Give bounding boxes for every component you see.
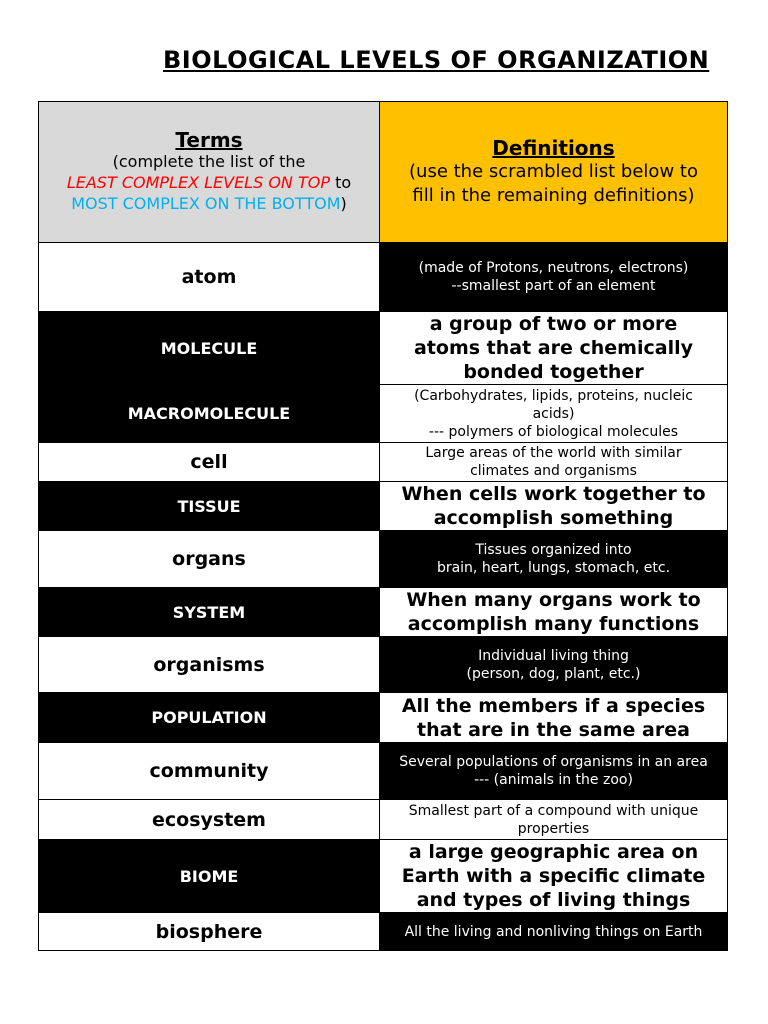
definition-line: brain, heart, lungs, stomach, etc. xyxy=(436,560,671,576)
definition-line: Smallest part of a compound with unique xyxy=(408,802,699,819)
table-row xyxy=(39,531,728,588)
table-row xyxy=(39,443,728,482)
definition-line: Tissues organized into xyxy=(475,542,632,558)
definition-cell xyxy=(380,743,728,800)
organization-table xyxy=(38,101,728,951)
definition-line: and types of living things xyxy=(416,889,691,911)
definition-cell xyxy=(380,243,728,312)
table-row xyxy=(39,743,728,800)
definition-line: properties xyxy=(517,820,590,837)
definition-line: a group of two or more xyxy=(429,313,678,335)
definition-line: climates and organisms xyxy=(470,463,637,479)
definition-line: When many organs work to xyxy=(406,589,701,611)
definition-line: Several populations of organisms in an area xyxy=(399,754,708,770)
definition-cell xyxy=(380,840,728,913)
definition-line: (Carbohydrates, lipids, proteins, nucleic xyxy=(414,387,693,404)
definition-line: accomplish many functions xyxy=(407,613,700,635)
definition-line: Individual living thing xyxy=(478,647,629,664)
definition-cell xyxy=(380,385,728,443)
term-cell: ecosystem xyxy=(39,800,380,840)
table-row xyxy=(39,312,728,385)
definition-line: --- (animals in the zoo) xyxy=(474,772,633,788)
term-cell: POPULATION xyxy=(39,693,380,743)
definition-line: (made of Protons, neutrons, electrons) xyxy=(418,260,689,276)
terms-title: Terms xyxy=(175,128,243,152)
definition-cell xyxy=(380,693,728,743)
table-row xyxy=(39,693,728,743)
definition-line: When cells work together to xyxy=(401,483,706,505)
definition-line: accomplish something xyxy=(433,507,674,529)
table-row xyxy=(39,482,728,531)
definition-line: --smallest part of an element xyxy=(451,278,656,294)
definition-line: atoms that are chemically xyxy=(414,337,693,359)
term-cell: organisms xyxy=(39,637,380,693)
term-cell: MACROMOLECULE xyxy=(39,385,380,443)
definitions-instruction-2: fill in the remaining definitions) xyxy=(412,185,695,206)
definitions-instruction-1: (use the scrambled list below to xyxy=(409,161,698,182)
definition-cell xyxy=(380,531,728,588)
definition-cell xyxy=(380,312,728,385)
term-cell: cell xyxy=(39,443,380,482)
definition-line: Earth with a specific climate xyxy=(401,865,706,887)
terms-least-complex: LEAST COMPLEX LEVELS ON TOP xyxy=(66,173,330,192)
table-row xyxy=(39,913,728,951)
definition-line: bonded together xyxy=(463,361,644,383)
definition-cell xyxy=(380,443,728,482)
terms-instruction-1: (complete the list of the xyxy=(112,152,306,171)
table-row xyxy=(39,840,728,913)
page-title: BIOLOGICAL LEVELS OF ORGANIZATION xyxy=(163,46,710,74)
definitions-header xyxy=(380,102,728,243)
table-row xyxy=(39,588,728,637)
term-cell: organs xyxy=(39,531,380,588)
definition-line: All the living and nonliving things on Earth xyxy=(404,923,703,940)
term-cell: biosphere xyxy=(39,913,380,951)
header-row xyxy=(39,102,728,243)
definition-cell xyxy=(380,588,728,637)
definition-cell xyxy=(380,913,728,951)
definition-line: acids) xyxy=(532,405,575,422)
term-cell: BIOME xyxy=(39,840,380,913)
definition-line: Large areas of the world with similar xyxy=(425,445,682,461)
definition-line: (person, dog, plant, etc.) xyxy=(466,665,641,682)
term-cell: MOLECULE xyxy=(39,312,380,385)
table-row xyxy=(39,800,728,840)
definition-cell xyxy=(380,800,728,840)
terms-to: to xyxy=(330,173,352,192)
term-cell: SYSTEM xyxy=(39,588,380,637)
definition-line: --- polymers of biological molecules xyxy=(428,423,679,440)
definitions-title: Definitions xyxy=(492,136,615,160)
table-row xyxy=(39,637,728,693)
definition-cell xyxy=(380,482,728,531)
table-row xyxy=(39,243,728,312)
term-cell: community xyxy=(39,743,380,800)
terms-close: ) xyxy=(340,194,347,213)
term-cell: TISSUE xyxy=(39,482,380,531)
table-row xyxy=(39,385,728,443)
terms-most-complex: MOST COMPLEX ON THE BOTTOM xyxy=(71,194,341,213)
term-cell: atom xyxy=(39,243,380,312)
definition-cell xyxy=(380,637,728,693)
definition-line: All the members if a species xyxy=(401,694,706,717)
definition-line: a large geographic area on xyxy=(408,841,699,863)
terms-header xyxy=(39,102,380,243)
definition-line: that are in the same area xyxy=(417,718,690,741)
